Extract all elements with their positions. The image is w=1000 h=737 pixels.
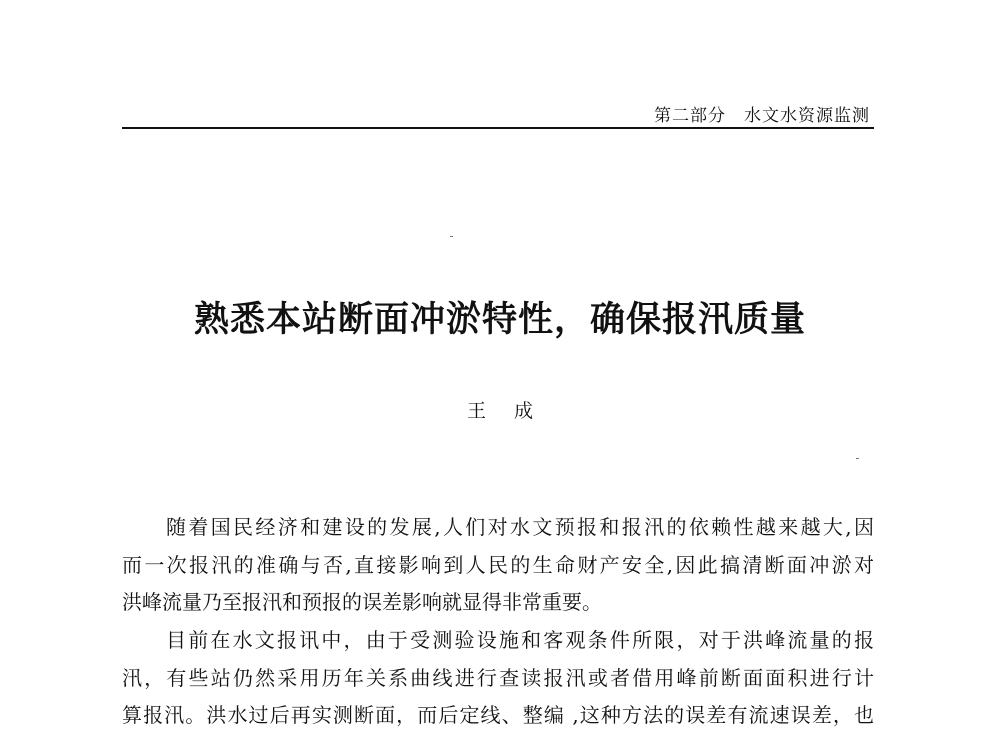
author-name: 王成 xyxy=(466,400,561,422)
article-title: 熟悉本站断面冲淤特性，确保报汛质量 xyxy=(193,299,806,340)
scan-speck xyxy=(856,458,859,459)
paragraph-2-line-2: 汛，有些站仍然采用历年关系曲线进行查读报汛或者借用峰前断面面积进行计 xyxy=(122,666,874,690)
paragraph-1-line-3: 洪峰流量乃至报汛和预报的误差影响就显得非常重要。 xyxy=(122,590,602,614)
header-rule xyxy=(122,127,874,129)
paragraph-2-line-3: 算报汛。洪水过后再实测断面，而后定线、整编 ,这种方法的误差有流速误差，也 xyxy=(122,703,874,727)
running-header: 第二部分 水文水资源监测 xyxy=(654,106,870,126)
paragraph-1-line-2: 而一次报汛的准确与否,直接影响到人民的生命财产安全,因此搞清断面冲淤对 xyxy=(122,553,874,577)
paragraph-1-line-1: 随着国民经济和建设的发展,人们对水文预报和报汛的依赖性越来越大,因 xyxy=(166,515,874,539)
scan-speck xyxy=(450,236,453,237)
paragraph-2-line-1: 目前在水文报讯中，由于受测验设施和客观条件所限，对于洪峰流量的报 xyxy=(166,628,874,652)
